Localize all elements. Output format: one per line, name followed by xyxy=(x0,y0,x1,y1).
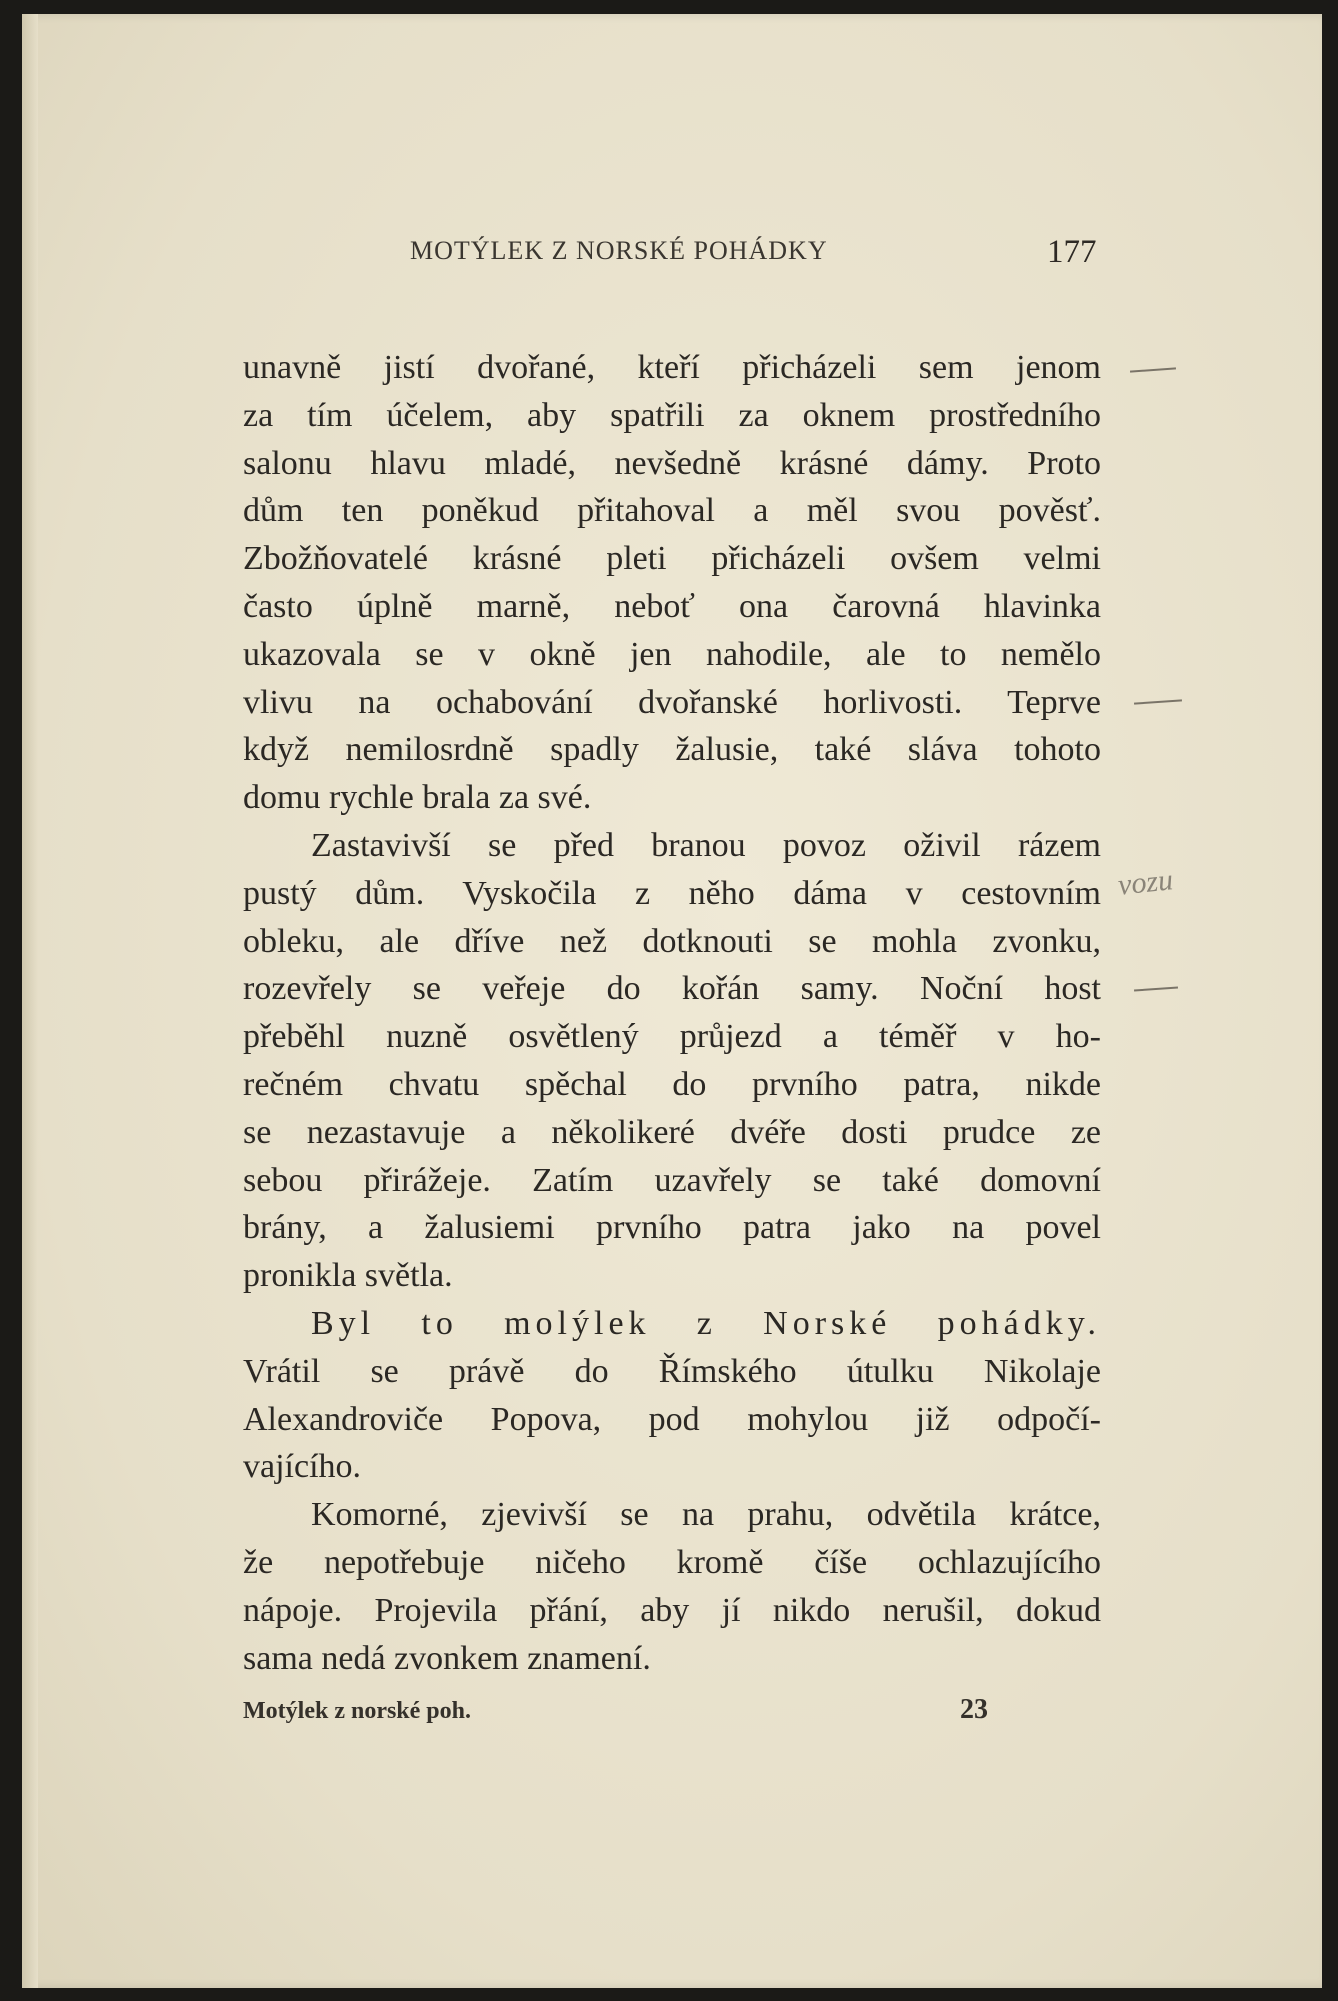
text-line: sebou přirážeje. Zatím uzavřely se také domovní xyxy=(243,1161,1101,1199)
text-line: brány, a žalusiemi prvního patra jako na povel xyxy=(243,1209,1101,1247)
text-line: často úplně marně, neboť ona čarovná hlavinka xyxy=(243,587,1101,625)
text-line: že nepotřebuje ničeho kromě číše ochlazujícího xyxy=(243,1543,1101,1581)
text-line: vlivu na ochabování dvořanské horlivosti. Teprve xyxy=(243,683,1101,721)
text-line: rečném chvatu spěchal do prvního patra, nikde xyxy=(243,1065,1101,1103)
margin-pencil-dash xyxy=(1134,699,1182,704)
text-line: za tím účelem, aby spatřili za oknem prostředního xyxy=(243,396,1101,434)
text-line: nápoje. Projevila přání, aby jí nikdo nerušil, dokud xyxy=(243,1591,1101,1629)
signature-mark: Motýlek z norské poh. xyxy=(243,1698,471,1724)
margin-pencil-dash xyxy=(1130,367,1176,372)
text-line: rozevřely se veřeje do kořán samy. Noční host xyxy=(243,970,1101,1008)
text-line: když nemilosrdně spadly žalusie, také sláva tohoto xyxy=(243,731,1101,769)
text-line: Zbožňovatelé krásné pleti přicházeli ovšem velmi xyxy=(243,540,1101,578)
margin-pencil-dash xyxy=(1134,986,1178,991)
signature-number: 23 xyxy=(960,1694,988,1725)
text-line: Alexandroviče Popova, pod mohylou již odpočí- xyxy=(243,1400,1101,1438)
text-line: salonu hlavu mladé, nevšedně krásné dámy. Proto xyxy=(243,444,1101,482)
text-line: Komorné, zjevivší se na prahu, odvětila krátce, xyxy=(311,1496,1101,1534)
text-line: sama nedá zvonkem znamení. xyxy=(243,1639,651,1677)
text-line: Zastavivší se před branou povoz oživil rázem xyxy=(311,826,1101,864)
text-line: unavně jistí dvořané, kteří přicházeli sem jenom xyxy=(243,349,1101,386)
running-title: MOTÝLEK Z NORSKÉ POHÁDKY xyxy=(410,236,828,265)
text-line: ukazovala se v okně jen nahodile, ale to nemělo xyxy=(243,635,1101,673)
body-text xyxy=(243,344,1101,1682)
margin-handwritten-note: vozu xyxy=(1116,863,1175,902)
text-line: dům ten poněkud přitahoval a měl svou pověsť. xyxy=(243,492,1101,530)
text-line: obleku, ale dříve než dotknouti se mohla zvonku, xyxy=(243,922,1101,960)
text-line: Byl to molýlek z Norské pohádky. xyxy=(311,1304,1101,1342)
text-line: pustý dům. Vyskočila z něho dáma v cestovním xyxy=(243,874,1101,912)
book-page xyxy=(22,14,1322,1988)
page-number: 177 xyxy=(1047,234,1097,270)
text-line: vajícího. xyxy=(243,1448,362,1486)
text-line: přeběhl nuzně osvětlený průjezd a téměř v ho- xyxy=(243,1018,1101,1056)
text-line: domu rychle brala za své. xyxy=(243,779,592,817)
page-spine-shadow xyxy=(22,14,38,1988)
text-line: se nezastavuje a několikeré dvéře dosti prudce ze xyxy=(243,1113,1101,1151)
text-line: Vrátil se právě do Římského útulku Nikolaje xyxy=(243,1352,1101,1390)
text-line: pronikla světla. xyxy=(243,1257,453,1295)
